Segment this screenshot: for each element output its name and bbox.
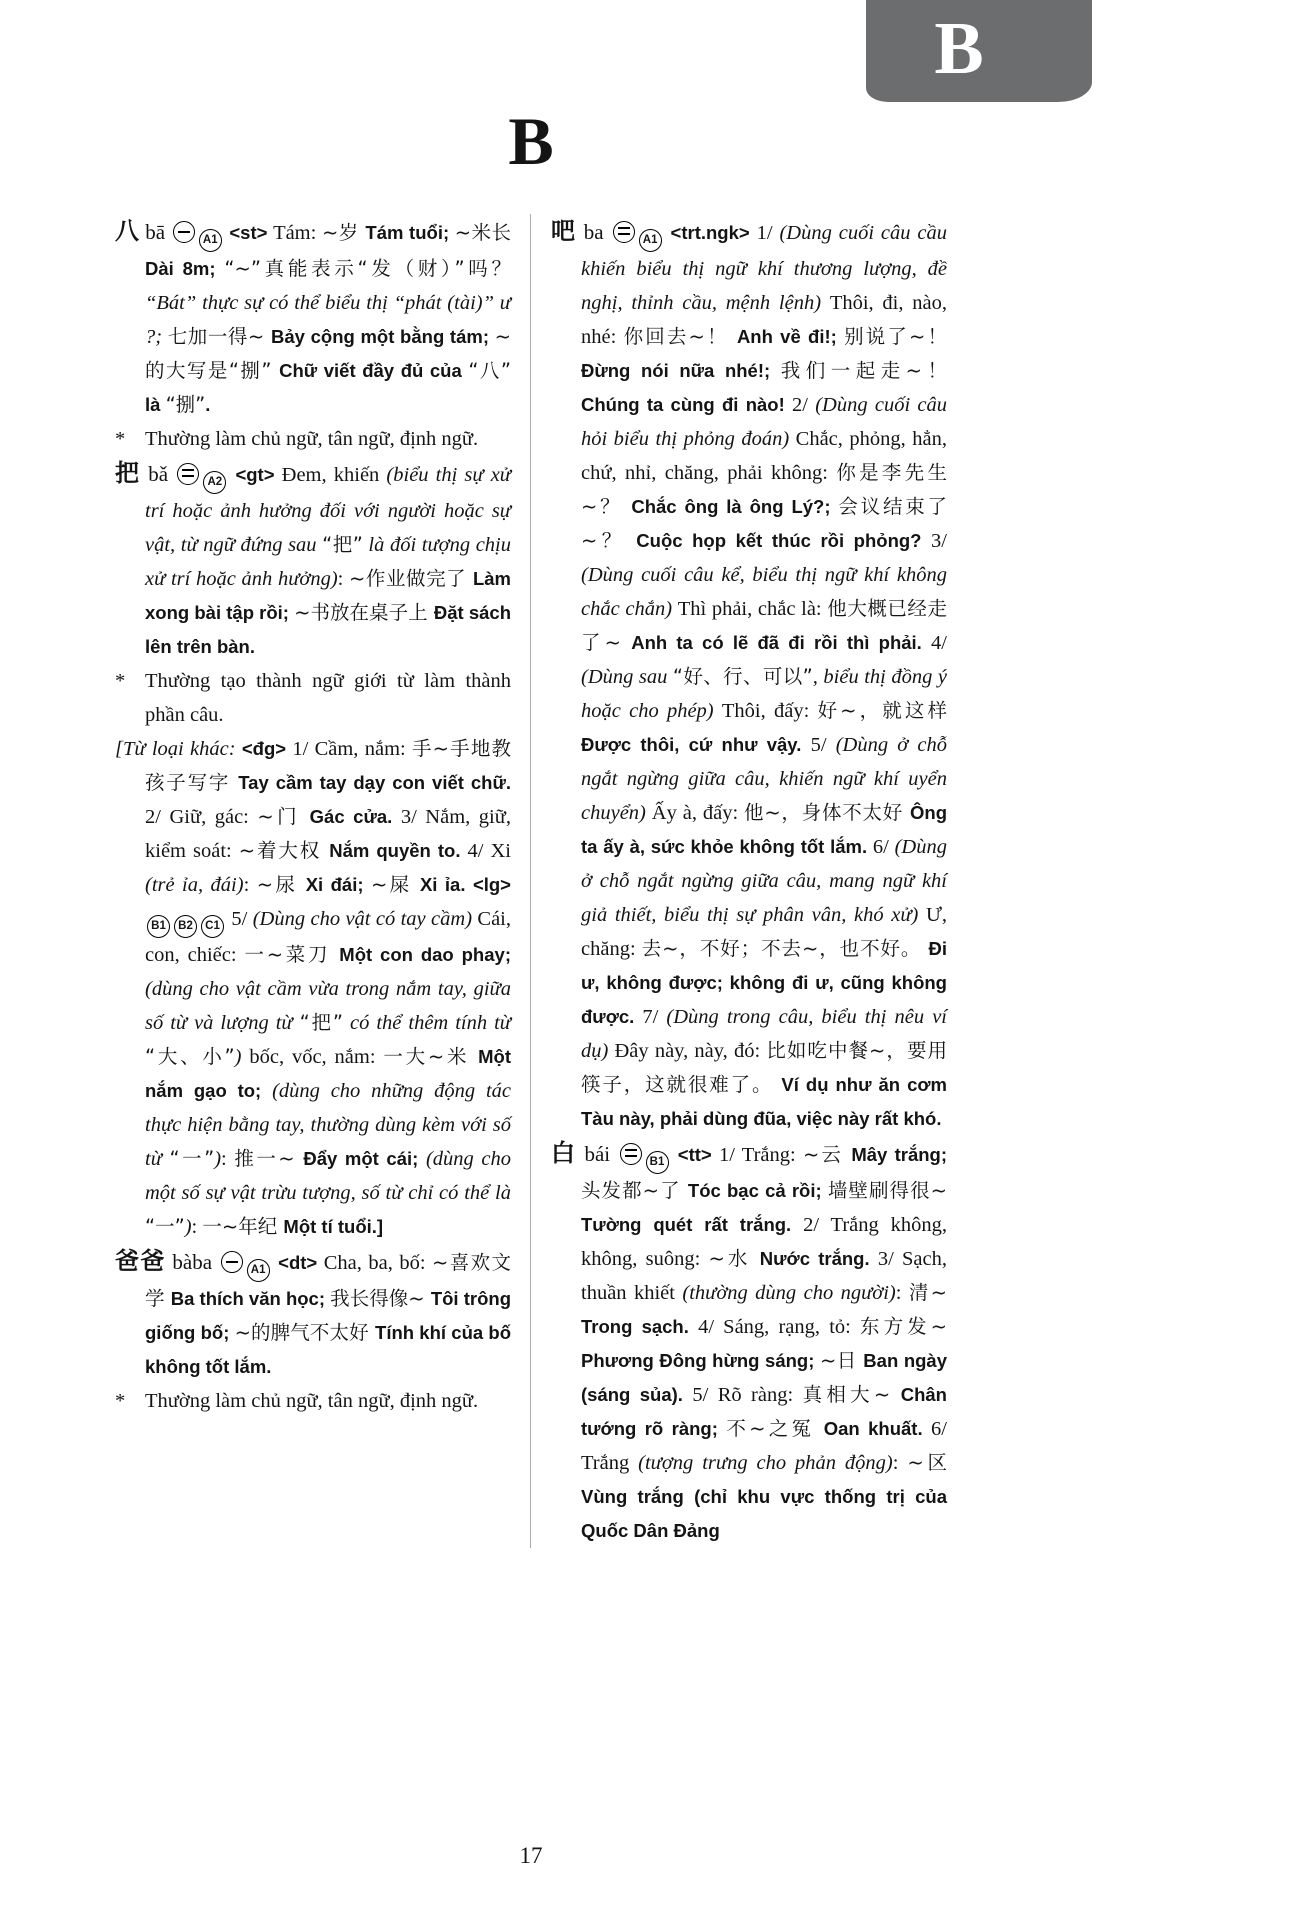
pos-tag: <tt> [670,1144,719,1165]
vietnamese-text: 2/ Giữ, gác: [145,806,258,828]
section-tab-letter: B [934,8,984,90]
explanation-text: ) [214,1148,222,1170]
chinese-example: ~岁 [321,221,366,244]
vietnamese-text: : [221,1148,235,1170]
explanation-text: là đối tượng chịu xử trí hoặc ảnh hưởng) [145,534,511,590]
note-star: * [115,428,126,450]
chinese-example: 手~手地教孩子写字 [145,737,511,794]
circled-one-icon [173,221,195,243]
example-translation: Phương Đông hừng sáng; [581,1350,820,1371]
pos-tag: <gt> [228,464,282,485]
level-badge: C1 [201,915,224,938]
example-translation: Một con dao phay; [339,944,511,965]
circled-two-icon [620,1143,642,1165]
circled-one-icon [221,1251,243,1273]
chinese-example: 东方发~ [860,1315,947,1338]
chinese-example: ~的大写是“捌” [145,325,512,382]
chinese-example: ~的脾气不太好 [234,1321,376,1344]
chinese-example: 去~，不好；不去~，也不好。 [641,937,929,960]
note-star: * [115,1390,126,1412]
example-translation: Bảy cộng một bằng tám; [270,326,495,347]
level-badge: B1 [147,915,170,938]
chinese-example: 他~，身体不太好 [744,801,911,824]
vietnamese-text: 4/ [931,632,947,654]
explanation-text: (biểu thị sự xử trí hoặc ảnh hưởng đối với người hoặc sự vật, từ ngữ đứng sau [145,464,511,556]
chinese-example: 真相大~ [802,1383,901,1406]
level-badge: A1 [199,229,222,252]
chinese-example: 会议结束了~？ [581,495,947,552]
explanation-text: , biểu thị đồng ý hoặc cho phép) [581,666,947,722]
explanation-text: (trẻ ỉa, đái) [145,874,244,896]
example-translation: Ba thích văn học; [170,1288,331,1309]
chinese-example: 你回去~！ [623,325,737,348]
explanation-text: ) [184,1216,192,1238]
vietnamese-text: Đem, khiến [281,464,387,486]
vietnamese-text: Thường làm chủ ngữ, tân ngữ, định ngữ. [145,1390,479,1412]
chinese-example: ~区 [907,1451,948,1474]
chinese-example: “捌” [165,393,206,416]
example-translation: Xi đái; [305,874,371,895]
vietnamese-text: : [191,1216,203,1238]
example-translation: Tính khí của bố không tốt lắm. [145,1322,512,1377]
chinese-example: “好、行、可以” [672,665,813,688]
explanation-text: (Dùng cuối câu hỏi biểu thị phỏng đoán) [581,394,947,450]
pos-tag: <lg> [472,874,511,895]
explanation-text: (Dùng ở chỗ ngắt ngừng giữa câu, mang ngữ khí giả thiết, biểu thị sự phân vân, khó xử) [581,836,947,926]
chinese-example: 我长得像~ [330,1287,431,1310]
explanation-text: ) [234,1046,250,1068]
example-translation: Ban ngày (sáng sủa). [581,1350,947,1405]
chinese-example: ~水 [708,1247,760,1270]
vietnamese-text: 3/ Sạch, thuần khiết [581,1248,947,1304]
example-translation: Cuộc họp kết thúc rồi phỏng? [636,530,932,551]
headword: 吧 [551,217,577,245]
sub-entry [115,732,511,1244]
level-badge: B1 [646,1151,669,1174]
pos-tag: <đg> [241,738,293,759]
vietnamese-text: Cái, con, chiếc: [145,908,511,966]
explanation-text: (tượng trưng cho phản động) [638,1452,893,1474]
example-translation: Đừng nói nữa nhé!; [581,360,781,381]
example-translation: Ông ta ấy à, sức khỏe không tốt lắm. [581,802,948,857]
headword: 爸爸 [115,1247,166,1275]
usage-note [115,664,511,732]
level-badge: B2 [174,915,197,938]
pinyin: bǎ [141,462,176,486]
vietnamese-text: : [337,568,350,590]
chinese-example: ~米长 [454,221,512,244]
vietnamese-text: 3/ Nắm, giữ, kiểm soát: [145,806,511,862]
explanation-text: (dùng cho những động tác thực hiện bằng tay, thường dùng kèm với số từ [145,1080,511,1170]
chinese-example: “八” [468,359,511,382]
headword: 白 [551,1139,578,1167]
example-translation: Trong sạch. [581,1316,699,1337]
example-translation: Tôi trông giống bố; [145,1288,511,1343]
vietnamese-text: Tám: [273,222,322,244]
example-translation: Được thôi, cứ như vậy. [581,734,811,755]
chinese-example: “把” [299,1011,344,1034]
example-translation: Một nắm gạo to; [145,1046,511,1101]
chinese-example: “一” [169,1147,215,1170]
chinese-example: ~着大权 [238,839,330,862]
vietnamese-text: 5/ [226,908,253,930]
vietnamese-text: Thôi, đấy: [721,700,818,722]
vietnamese-text: 5/ [810,734,836,756]
chinese-example: 推一~ [234,1147,304,1170]
pinyin: bā [139,220,171,244]
example-translation: Chúng ta cùng đi nào! [581,394,793,415]
example-translation: Tóc bạc cả rồi; [687,1180,828,1201]
example-translation: Anh ta có lẽ đã đi rồi thì phải. [631,632,932,653]
left-column [115,214,511,1548]
dictionary-entry [551,214,947,1136]
circled-two-icon [613,221,635,243]
example-translation: Nắm quyền to. [329,840,468,861]
chinese-example: ~云 [802,1143,852,1166]
example-translation: Dài 8m; [145,258,225,279]
vietnamese-text: 6/ [872,836,895,858]
headword: 八 [115,217,140,245]
vietnamese-text: Đây này, này, đó: [614,1040,767,1062]
vietnamese-text: : [895,1282,909,1304]
vietnamese-text: : [892,1452,908,1474]
explanation-text: (Dùng sau [581,666,673,688]
chinese-example: 墙壁刷得很~ [827,1179,947,1202]
vietnamese-text: 5/ Rõ ràng: [692,1384,803,1406]
vietnamese-text: 4/ Xi [467,840,511,862]
example-translation: Xi ỉa. [419,874,473,895]
example-translation: Làm xong bài tập rồi; [145,568,511,623]
vietnamese-text: Ư, chăng: [581,904,947,960]
chinese-example: 好~，就这样 [817,699,948,722]
chinese-example: 一~年纪 [202,1215,284,1238]
chinese-example: 他大概已经走了~ [581,597,947,654]
example-translation: Nước trắng. [759,1248,878,1269]
vietnamese-text: bốc, vốc, nắm: [249,1046,384,1068]
vietnamese-text: 4/ Sáng, rạng, tỏ: [698,1316,861,1338]
pinyin: bái [577,1142,618,1166]
vietnamese-text: Thường làm chủ ngữ, tân ngữ, định ngữ. [145,428,479,450]
chinese-example: ~门 [257,805,310,828]
explanation-text: (Dùng ở chỗ ngắt ngừng giữa câu, khiến ngữ khí uyển chuyển) [581,734,947,824]
explanation-text: [Từ loại khác: [115,738,242,760]
pinyin: bàba [165,1250,219,1274]
dictionary-entry [115,214,511,422]
chinese-example: ~书放在桌子上 [294,601,434,624]
vietnamese-text: Ấy à, đấy: [651,802,745,824]
explanation-text: (thường dùng cho người) [682,1282,896,1304]
dictionary-entry [115,1244,511,1384]
chinese-example: “~”真能表示“发（财）”吗？ [224,257,512,280]
example-translation: Mây trắng; [851,1144,947,1165]
explanation-text: (Dùng cho vật có tay cầm) [252,908,478,930]
example-translation: Gác cửa. [309,806,401,827]
example-translation: Đẩy một cái; [303,1148,426,1169]
vietnamese-text: 1/ Trắng: [718,1144,803,1166]
chinese-example: 头发都~了 [581,1179,688,1202]
usage-note [115,422,511,456]
chinese-example: ~屎 [370,873,420,896]
usage-note [115,1384,511,1418]
chinese-example: ~尿 [256,873,306,896]
circled-two-icon [177,463,199,485]
example-translation: Oan khuất. [823,1418,932,1439]
explanation-text: (Dùng trong câu, biểu thị nêu ví dụ) [581,1006,947,1062]
page-content [115,0,947,1922]
headword: 把 [115,459,141,487]
vietnamese-text: 2/ [792,394,816,416]
right-column [530,214,947,1548]
vietnamese-text: Cha, ba, bố: [323,1252,433,1274]
example-translation: Chữ viết đầy đủ của [279,360,469,381]
pinyin: ba [576,220,611,244]
example-translation: Ví dụ như ăn cơm Tàu này, phải dùng đũa, việc này rất khó. [581,1074,948,1129]
dictionary-entry [115,456,511,664]
dictionary-entry [551,1136,947,1548]
chinese-example: 一大~米 [383,1045,479,1068]
chinese-example: 你是李先生~？ [581,461,947,518]
pos-tag: <st> [223,222,274,243]
explanation-text: “Bát” thực sự có thể biểu thị “phát (tài)” ư ?; [145,292,511,348]
chinese-example: 我们一起走~！ [780,359,947,382]
vietnamese-text: 1/ [756,222,780,244]
chinese-example: 一~菜刀 [244,943,340,966]
chinese-example: ~日 [819,1349,864,1372]
explanation-text: có thể thêm tính từ [343,1012,511,1034]
chinese-example: 比如吃中餐~，要用筷子，这就很难了。 [581,1039,947,1096]
chinese-example: 别说了~！ [844,325,947,348]
level-badge: A1 [247,1259,270,1282]
vietnamese-text: Chắc, phỏng, hẳn, chứ, nhỉ, chăng, phải không: [581,428,947,484]
page-number: 17 [519,1843,543,1868]
chinese-example: “一” [145,1215,185,1238]
example-translation: Chắc ông là ông Lý?; [631,496,839,517]
pos-tag: <trt.ngk> [663,222,757,243]
vietnamese-text: 2/ Trắng không, không, suông: [581,1214,947,1270]
vietnamese-text: : [243,874,257,896]
vietnamese-text: 1/ Cầm, nắm: [292,738,412,760]
example-translation: Tường quét rất trắng. [581,1214,804,1235]
text-columns [115,214,947,1548]
level-badge: A1 [639,229,662,252]
vietnamese-text: Thường tạo thành ngữ giới từ làm thành phần câu. [145,670,511,726]
chinese-example: 不~之冤 [726,1417,824,1440]
vietnamese-text: Thì phải, chắc là: [677,598,828,620]
vietnamese-text: 6/ Trắng [581,1418,947,1474]
example-translation: Vùng trắng (chỉ khu vực thống trị của Quốc Dân Đảng [581,1486,947,1541]
example-translation: Đặt sách lên trên bàn. [145,602,511,657]
level-badge: A2 [203,471,226,494]
example-translation: Tám tuổi; [365,222,455,243]
vietnamese-text: 3/ [931,530,947,552]
pos-tag: <dt> [271,1252,324,1273]
example-translation: Chân tướng rõ ràng; [581,1384,947,1439]
chinese-example: ~喜欢文学 [145,1251,511,1310]
example-translation: Tay cầm tay dạy con viết chữ. [238,772,511,793]
chinese-example: 清~ [908,1281,948,1304]
example-translation: . [205,394,211,415]
example-translation: Anh về đi!; [736,326,845,347]
explanation-text: (Dùng cuối câu cầu khiến biểu thị ngữ khí thương lượng, đề nghị, thỉnh cầu, mệnh lệnh) [581,222,947,314]
example-translation: Một tí tuổi.] [283,1216,384,1237]
chinese-example: 七加一得~ [167,325,271,348]
chinese-example: “大、小” [145,1045,235,1068]
explanation-text: (Dùng cuối câu kể, biểu thị ngữ khí không chắc chắn) [581,564,947,620]
chinese-example: ~作业做完了 [349,567,473,590]
explanation-text: (dùng cho một số sự vật trừu tượng, số từ chỉ có thể là [145,1148,511,1204]
example-translation: là [145,394,166,415]
vietnamese-text: 7/ [642,1006,667,1028]
vietnamese-text: Thôi, đi, nào, nhé: [581,292,947,348]
chinese-example: “把” [322,533,363,556]
note-star: * [115,670,126,692]
example-translation: Đi ư, không được; không đi ư, cũng không được. [581,938,947,1027]
explanation-text: (dùng cho vật cầm vừa trong nắm tay, giữa số từ và lượng từ [145,978,511,1034]
section-heading: B [508,103,554,179]
